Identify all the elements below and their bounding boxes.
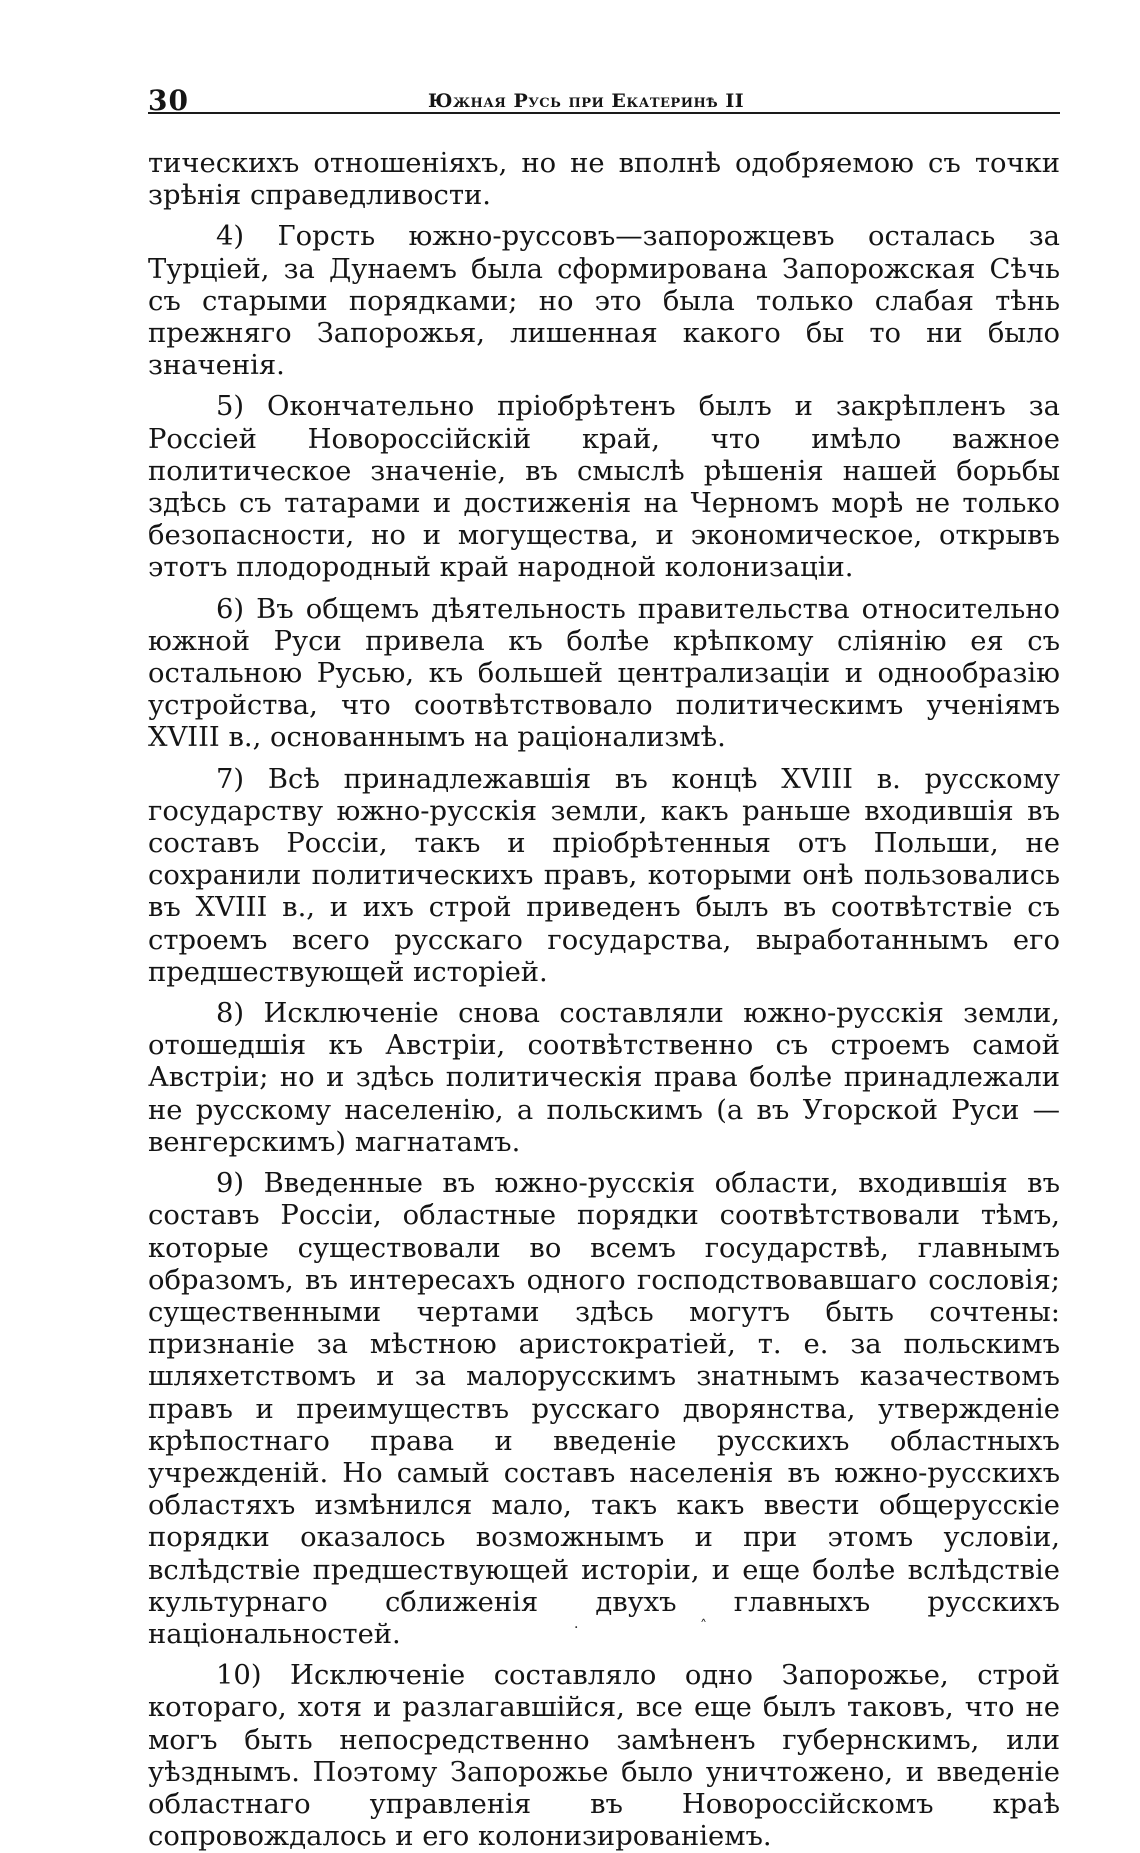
page-header <box>148 84 1060 117</box>
paragraph-continuation: тическихъ отношеніяхъ, но не вполнѣ одобряемою съ точки зрѣнія справедливости. <box>148 148 1060 212</box>
paragraph-10: 10) Исключеніе составляло одно Запорожье, строй котораго, хотя и разлагавшійся, все еще былъ таковъ, что не могъ быть непосредственно замѣненъ губернскимъ, или уѣзднымъ. Поэтому Запорожье было уничтожено, и введеніе областнаго управленія въ Новороссійскомъ краѣ сопровождалось и его колонизированіемъ. <box>148 1660 1060 1853</box>
body-text <box>148 148 1060 1853</box>
paragraph-4: 4) Горсть южно-руссовъ—запорожцевъ осталась за Турціей, за Дунаемъ была сформирована Запорожская Сѣчь съ старыми порядками; но это была только слабая тѣнь прежняго Запорожья, лишенная какого бы то ни было значенія. <box>148 221 1060 382</box>
paragraph-5: 5) Окончательно пріобрѣтенъ былъ и закрѣпленъ за Россіей Новороссійскій край, что имѣло важное политическое значеніе, въ смыслѣ рѣшенія нашей борьбы здѣсь съ татарами и достиженія на Черномъ морѣ не только безопасности, но и могущества, и экономическое, открывъ этотъ плодородный край народной колонизаціи. <box>148 391 1060 584</box>
paragraph-9: 9) Введенные въ южно-русскія области, входившія въ составъ Россіи, областные порядки соотвѣтствовали тѣмъ, которые существовали во всемъ государствѣ, главнымъ образомъ, въ интересахъ одного господствовавшаго сословія; существенными чертами здѣсь могутъ быть сочтены: признаніе за мѣстною аристократіей, т. е. за польскимъ шляхетствомъ и за малорусскимъ знатнымъ казачествомъ правъ и преимуществъ русскаго дворянства, утвержденіе крѣпостнаго права и введеніе русскихъ областныхъ учрежденій. Но самый составъ населенія въ южно-русскихъ областяхъ измѣнился мало, такъ какъ ввести общерусскіе порядки оказалось возможнымъ и при этомъ условіи, вслѣдствіе предшествующей исторіи, и еще болѣе вслѣдствіе культурнаго сближенія двухъ главныхъ русскихъ національностей. <box>148 1168 1060 1650</box>
paragraph-8: 8) Исключеніе снова составляли южно-русскія земли, отошедшія къ Австріи, соотвѣтственно съ строемъ самой Австріи; но и здѣсь политическія права болѣе принадлежали не русскому населенію, а польскимъ (а въ Угорской Руси — венгерскимъ) магнатамъ. <box>148 998 1060 1158</box>
page-number: 30 <box>148 84 189 117</box>
running-title: Южная Русь при Екатеринѣ II <box>428 90 745 112</box>
paragraph-6: 6) Въ общемъ дѣятельность правительства относительно южной Руси привела къ болѣе крѣпкому слiянiю ея съ остальною Русью, къ большей централизаціи и однообразію устройства, что соотвѣтствовало политическимъ ученіямъ XVIII в., основаннымъ на раціонализмѣ. <box>148 593 1060 754</box>
ink-dot-mark: · <box>574 1620 579 1636</box>
ink-caret-mark: ˄ <box>700 1618 707 1634</box>
paragraph-7: 7) Всѣ принадлежавшія въ концѣ XVIII в. русскому государству южно-русскія земли, какъ раньше входившія въ составъ Россіи, такъ и пріобрѣтенныя отъ Польши, не сохранили политическихъ правъ, которыми онѣ пользовались въ XVIII в., и ихъ строй приведенъ былъ въ соотвѣтствіе съ строемъ всего русскаго государства, выработаннымъ его предшествующей исторіей. <box>148 763 1060 988</box>
book-page <box>148 86 1060 1853</box>
